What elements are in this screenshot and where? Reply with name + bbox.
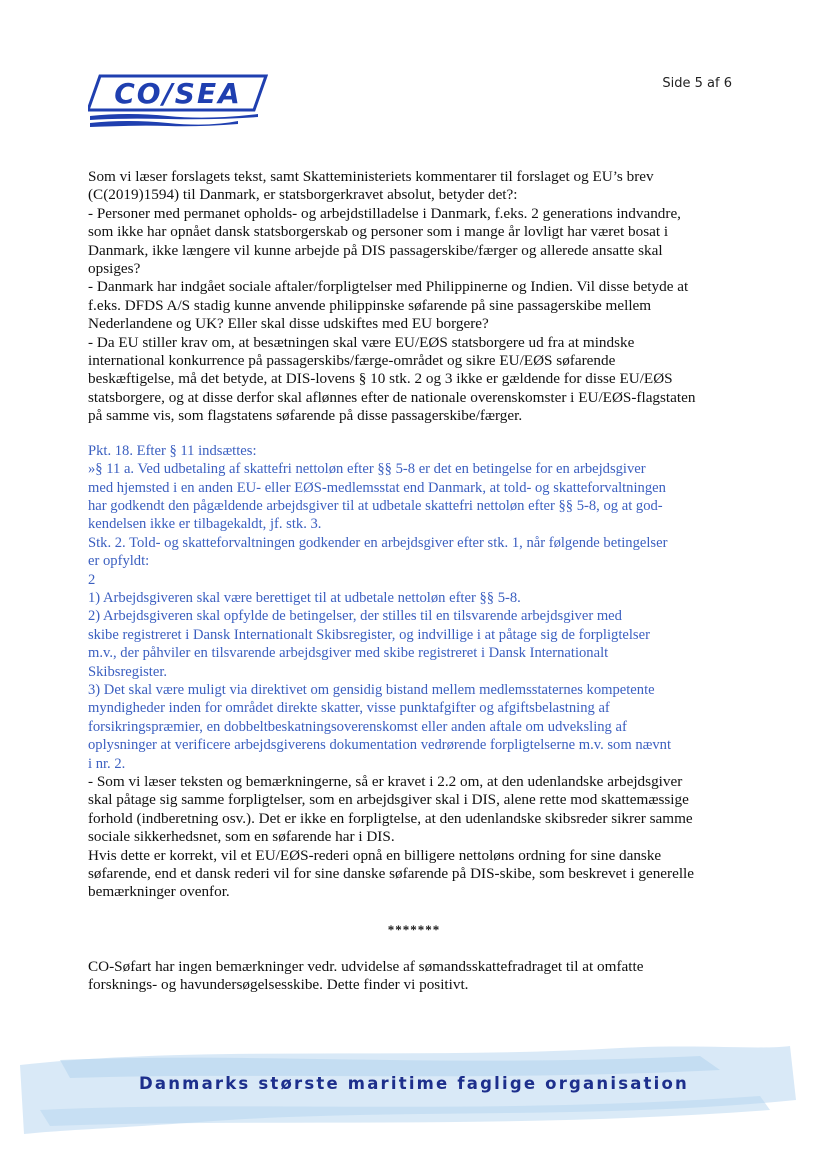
quote-line: Pkt. 18. Efter § 11 indsættes: [88, 442, 257, 459]
quote-line: 1) Arbejdsgiveren skal være berettiget til at udbetale nettoløn efter §§ 5-8. [88, 589, 521, 606]
text-line: Hvis dette er korrekt, vil et EU/EØS-rederi opnå en billigere nettoløns ordning for sine danske [88, 846, 662, 864]
quote-line: Stk. 2. Told- og skatteforvaltningen godkender en arbejdsgiver efter stk. 1, når følgende betingelser [88, 534, 668, 551]
quote-line: myndigheder inden for området direkte skatter, visse punktafgifter og afgiftsbelastning af [88, 700, 610, 717]
text-line: - Som vi læser teksten og bemærkningerne, så er kravet i 2.2 om, at den udenlandske arbejdsgiver [88, 773, 683, 790]
text-line: sociale sikkerhedsnet, som en søfarende har i DIS. [88, 828, 395, 846]
logo-text: CO/SEA [114, 77, 242, 110]
quote-line: m.v., der påhviler en tilsvarende arbejdsgiver med skibe registreret i Dansk Internationalt [88, 645, 609, 662]
quote-line: skibe registreret i Dansk Internationalt Skibsregister, og indvillige i at påtage sig de forpligtelser [88, 626, 650, 643]
text-line: (C(2019)1594) til Danmark, er statsborgerkravet absolut, betyder det?: [88, 186, 518, 204]
quote-line: er opfyldt: [88, 553, 150, 570]
text-line: på samme vis, som flagstatens søfarende på disse passagerskibe/færger. [88, 407, 523, 425]
section-separator: ******* [387, 921, 441, 937]
footer-slogan: Danmarks største maritime faglige organisation [139, 1074, 689, 1093]
page-number: Side 5 af 6 [662, 76, 732, 91]
text-line: Nederlandene og UK? Eller skal disse udskiftes med EU borgere? [88, 315, 489, 333]
quote-line: 2) Arbejdsgiveren skal opfylde de betingelser, der stilles til en tilsvarende arbejdsgiver med [88, 608, 622, 625]
text-line: søfarende, end et dansk rederi vil for sine danske søfarende på DIS-skibe, som beskrevet i generelle [88, 865, 695, 883]
cosea-logo [88, 72, 268, 128]
text-line: - Danmark har indgået sociale aftaler/forpligtelser med Philippinerne og Indien. Vil disse betyde at [88, 278, 689, 296]
text-line: forsknings- og havundersøgelsesskibe. Dette finder vi positivt. [88, 976, 469, 994]
text-line: beskæftigelse, må det betyde, at DIS-lovens § 10 stk. 2 og 3 ikke er gældende for disse EU/EØS [88, 370, 673, 388]
text-line: opsiges? [88, 260, 141, 278]
quote-line: 2 [88, 571, 96, 588]
text-line: Som vi læser forslagets tekst, samt Skatteministeriets kommentarer til forslaget og EU’s brev [88, 168, 654, 185]
quote-line: »§ 11 a. Ved udbetaling af skattefri nettoløn efter §§ 5-8 er det en betingelse for en arbejdsgiver [88, 461, 646, 478]
quote-line: har godkendt den pågældende arbejdsgiver til at udbetale skattefri nettoløn efter §§ 5-8, og at god- [88, 497, 663, 514]
quote-line: med hjemsted i en anden EU- eller EØS-medlemsstat end Danmark, at told- og skatteforvaltningen [88, 479, 666, 496]
quote-line: Skibsregister. [88, 663, 168, 680]
quote-line: i nr. 2. [88, 755, 126, 772]
quote-line: 3) Det skal være muligt via direktivet om gensidig bistand mellem medlemsstaternes kompetente [88, 681, 655, 698]
intro-section [88, 168, 740, 426]
quoted-law-text [88, 442, 740, 773]
quote-line: kendelsen ikke er tilbagekaldt, jf. stk. 3. [88, 516, 322, 533]
quote-line: oplysninger at verificere arbejdsgiverens dokumentation vedrørende forpligtelserne m.v. som nævnt [88, 737, 672, 754]
text-line: statsborgere, og at disse derfor skal aflønnes efter de nationale overenskomster i EU/EØS-flagstaten [88, 388, 696, 406]
text-line: skal påtage sig samme forpligtelser, som en arbejdsgiver skal i DIS, alene rette mod skattemæssige [88, 791, 689, 809]
text-line: Danmark, ikke længere vil kunne arbejde på DIS passagerskibe/færger og allerede ansatte skal [88, 241, 663, 259]
text-line: som ikke har opnået dansk statsborgerskab og personer som i mange år lovligt har været bosat i [88, 223, 669, 241]
comment-section [88, 773, 740, 902]
text-line: forhold (indberetning osv.). Det er ikke en forpligtelse, at den udenlandske skibsreder sikrer samme [88, 809, 693, 827]
text-line: - Da EU stiller krav om, at besætningen skal være EU/EØS statsborgere ud fra at mindske [88, 333, 635, 351]
text-line: bemærkninger ovenfor. [88, 883, 230, 901]
text-line: international konkurrence på passagerskibs/færge-området og sikre EU/EØS søfarende [88, 352, 616, 370]
text-line: - Personer med permanet opholds- og arbejdstilladelse i Danmark, f.eks. 2 generations indvandre, [88, 204, 681, 222]
letter-body [88, 168, 740, 995]
closing-section [88, 958, 740, 995]
text-line: CO-Søfart har ingen bemærkninger vedr. udvidelse af sømandsskattefradraget til at omfatte [88, 957, 644, 975]
quote-line: forsikringspræmier, en dobbeltbeskatningsoverenskomst eller anden aftale om udveksling af [88, 718, 627, 735]
text-line: f.eks. DFDS A/S stadig kunne anvende philippinske søfarende på sine passagerskibe mellem [88, 296, 652, 314]
